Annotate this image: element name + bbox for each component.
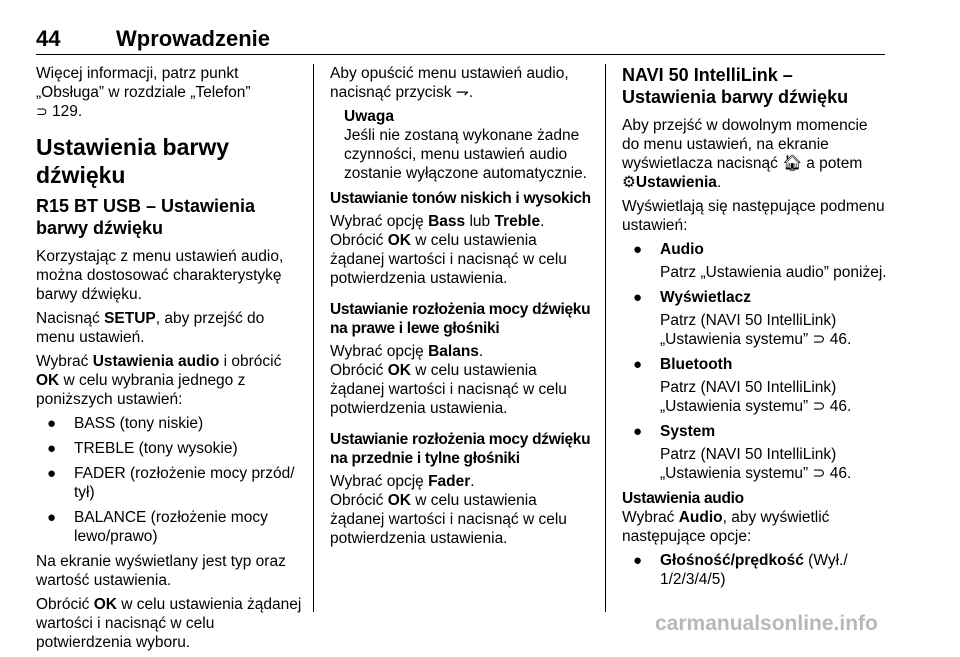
subsection-heading: Ustawianie tonów niskich i wysokich: [330, 190, 591, 207]
key-label: OK: [93, 596, 117, 613]
intro-text: Więcej informacji, patrz punkt „Obsługa” w rozdziale „Telefon” ⊃ 129.: [36, 65, 251, 120]
ref-arrow-icon: ⊃: [812, 331, 826, 348]
menu-label: Ustawienia audio: [92, 353, 220, 370]
paragraph: Nacisnąć SETUP, aby przejść do menu ustawień.: [36, 310, 265, 346]
paragraph: Aby opuścić menu ustawień audio, nacisnąć przycisk ⇁.: [330, 65, 569, 101]
subsection-heading: NAVI 50 IntelliLink – Ustawienia barwy dźwięku: [622, 65, 849, 107]
bullet-icon: ●: [47, 465, 57, 482]
bullet-icon: ●: [633, 356, 643, 373]
list-item: ● BASS (tony niskie): [47, 415, 204, 432]
note-title: Uwaga: [344, 108, 394, 125]
key-label: OK: [387, 492, 411, 509]
paragraph: Wybrać opcję Bass lub Treble.: [330, 213, 545, 230]
key-label: OK: [387, 232, 411, 249]
list-item: ● Audio Patrz „Ustawienia audio” poniżej.: [633, 241, 887, 281]
list-item: ● TREBLE (tony wysokie): [47, 440, 238, 457]
key-label: OK: [387, 362, 411, 379]
home-icon: 🏠︎: [782, 155, 802, 172]
note-text: Jeśli nie zostaną wykonane żadne czynności, menu ustawień audio zostanie wyłączone automatycznie.: [344, 127, 587, 182]
menu-label: Audio: [678, 509, 723, 526]
column-1: [36, 64, 302, 657]
paragraph: Wybrać opcję Balans.: [330, 343, 484, 360]
page-title: Wprowadzenie: [116, 26, 271, 51]
paragraph: Wybrać Ustawienia audio i obrócić OK w celu wybrania jednego z poniższych ustawień:: [36, 353, 282, 408]
column-divider: [313, 64, 314, 612]
bullet-icon: ●: [633, 241, 643, 258]
list-item: ● BALANCE (rozłożenie mocy lewo/prawo): [47, 509, 268, 545]
option-label: Bass: [428, 213, 466, 230]
note-box: [330, 107, 592, 183]
paragraph: Na ekranie wyświetlany jest typ oraz wartość ustawienia.: [36, 553, 286, 589]
paragraph: Obrócić OK w celu ustawienia żądanej wartości i nacisnąć w celu potwierdzenia ustawienia.: [330, 492, 567, 547]
watermark: carmanualsonline.info: [655, 612, 878, 635]
list-item: ● Bluetooth Patrz (NAVI 50 IntelliLink) „Ustawienia systemu” ⊃ 46.: [633, 356, 852, 415]
paragraph: Korzystając z menu ustawień audio, można dostosować charakterystykę barwy dźwięku.: [36, 248, 284, 303]
list-item: ● FADER (rozłożenie mocy przód/ tył): [47, 465, 295, 501]
list-item: ● System Patrz (NAVI 50 IntelliLink) „Ustawienia systemu” ⊃ 46.: [633, 423, 852, 482]
bullet-list: [622, 551, 888, 589]
key-label: OK: [36, 372, 60, 389]
list-item: ● Wyświetlacz Patrz (NAVI 50 IntelliLink) „Ustawienia systemu” ⊃ 46.: [633, 289, 852, 348]
page-number: 44: [36, 26, 61, 51]
page-header: [36, 26, 885, 52]
bullet-icon: ●: [633, 423, 643, 440]
option-label: Treble: [494, 213, 541, 230]
paragraph: Wyświetlają się następujące podmenu ustawień:: [622, 198, 885, 234]
page-reference[interactable]: 46.: [829, 465, 852, 482]
paragraph: Wybrać Audio, aby wyświetlić następujące opcje:: [622, 509, 830, 545]
subsection-heading: Ustawienia audio: [622, 490, 744, 507]
bullet-icon: ●: [47, 509, 57, 526]
bullet-list: [36, 414, 302, 546]
list-item: ● Głośność/prędkość (Wył./ 1/2/3/4/5): [633, 552, 848, 588]
header-rule: [36, 54, 885, 55]
ref-arrow-icon: ⊃: [36, 103, 48, 119]
paragraph: Obrócić OK w celu ustawienia żądanej wartości i nacisnąć w celu potwierdzenia ustawienia.: [330, 232, 567, 287]
bullet-list: [622, 240, 888, 483]
option-label: Balans: [428, 343, 479, 360]
subsection-heading: Ustawianie rozłożenia mocy dźwięku na przednie i tylne głośniki: [330, 431, 591, 467]
option-label: Fader: [428, 473, 471, 490]
page-reference[interactable]: 46.: [829, 398, 852, 415]
ref-arrow-icon: ⊃: [812, 465, 826, 482]
column-3: [622, 64, 888, 595]
bullet-icon: ●: [47, 415, 57, 432]
column-2: [330, 64, 592, 553]
back-icon: ⇁: [455, 84, 469, 101]
ref-arrow-icon: ⊃: [812, 398, 826, 415]
page-reference[interactable]: 129.: [52, 103, 83, 120]
bullet-icon: ●: [47, 440, 57, 457]
column-divider: [605, 64, 606, 612]
subsection-heading: Ustawianie rozłożenia mocy dźwięku na prawe i lewe głośniki: [330, 301, 591, 337]
bullet-icon: ●: [633, 552, 643, 569]
paragraph: Wybrać opcję Fader.: [330, 473, 475, 490]
subsection-heading: R15 BT USB – Ustawienia barwy dźwięku: [36, 196, 256, 238]
section-heading: Ustawienia barwy dźwięku: [36, 134, 230, 188]
paragraph: Obrócić OK w celu ustawienia żądanej wartości i nacisnąć w celu potwierdzenia wyboru.: [36, 596, 302, 651]
gear-icon: ⚙: [622, 174, 636, 191]
paragraph: Aby przejść w dowolnym momencie do menu ustawień, na ekranie wyświetlacza nacisnąć 🏠︎ a potem ⚙Ustawienia.: [622, 117, 868, 191]
paragraph: Obrócić OK w celu ustawienia żądanej wartości i nacisnąć w celu potwierdzenia ustawienia.: [330, 362, 567, 417]
page-reference[interactable]: 46.: [829, 331, 852, 348]
menu-label: Ustawienia: [635, 174, 717, 191]
bullet-icon: ●: [633, 289, 643, 306]
key-label: SETUP: [104, 310, 156, 327]
